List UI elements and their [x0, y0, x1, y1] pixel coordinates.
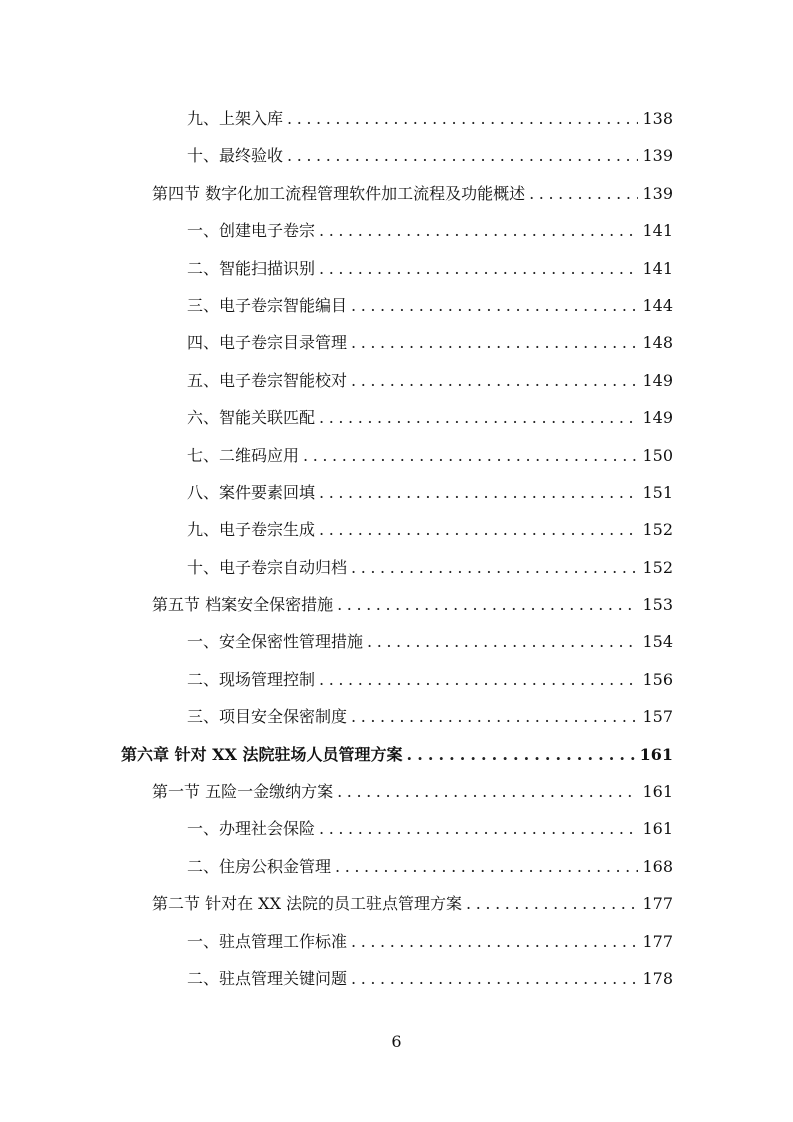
toc-entry-page: 138	[642, 109, 673, 128]
toc-entry-title: 十、最终验收	[187, 137, 287, 174]
dot-leader	[351, 324, 638, 361]
toc-entry-page: 148	[642, 333, 673, 353]
toc-entry-title: 二、住房公积金管理	[187, 848, 335, 885]
toc-entry-title: 二、驻点管理关键问题	[187, 960, 351, 997]
toc-item-entry[interactable]	[0, 324, 673, 361]
dot-leader	[319, 810, 638, 847]
toc-entry-page: 144	[642, 295, 673, 315]
toc-item-entry[interactable]	[0, 399, 673, 436]
toc-item-entry[interactable]	[0, 810, 673, 847]
dot-leader	[407, 736, 636, 773]
toc-entry-page: 139	[642, 146, 673, 166]
toc-item-entry[interactable]	[0, 362, 673, 399]
dot-leader	[367, 623, 638, 660]
dot-leader	[529, 175, 638, 212]
toc-item-entry[interactable]	[0, 960, 673, 997]
toc-entry-title: 三、电子卷宗智能编目	[187, 287, 351, 324]
toc-item-entry[interactable]	[0, 698, 673, 735]
dot-leader	[337, 586, 638, 623]
toc-item-entry[interactable]	[0, 437, 673, 474]
toc-item-entry[interactable]	[0, 549, 673, 586]
toc-entry-title: 九、上架入库	[187, 100, 287, 137]
toc-entry-page: 157	[642, 707, 673, 727]
toc-entry-page: 161	[639, 744, 673, 764]
toc-item-entry[interactable]	[0, 923, 673, 960]
toc-entry-title: 一、安全保密性管理措施	[187, 623, 367, 660]
dot-leader	[351, 960, 638, 997]
toc-entry-title: 八、案件要素回填	[187, 474, 319, 511]
dot-leader	[351, 923, 638, 960]
toc-entry-title: 二、现场管理控制	[187, 661, 319, 698]
toc-item-entry[interactable]	[0, 287, 673, 324]
toc-entry-page: 156	[642, 669, 673, 689]
dot-leader	[337, 773, 638, 810]
toc-entry-page: 154	[642, 632, 673, 652]
toc-entry-title: 三、项目安全保密制度	[187, 698, 351, 735]
toc-item-entry[interactable]	[0, 623, 673, 660]
dot-leader	[351, 549, 638, 586]
toc-chapter-entry[interactable]	[0, 736, 673, 773]
toc-entry-page: 150	[642, 445, 673, 465]
toc-entry-page: 177	[642, 894, 673, 914]
dot-leader	[287, 100, 638, 137]
toc-entry-title: 第一节 五险一金缴纳方案	[152, 773, 337, 810]
dot-leader	[287, 137, 638, 174]
dot-leader	[319, 661, 638, 698]
toc-entry-page: 161	[642, 782, 673, 802]
toc-item-entry[interactable]	[0, 212, 673, 249]
dot-leader	[319, 212, 638, 249]
dot-leader	[319, 250, 638, 287]
toc-entry-page: 149	[642, 370, 673, 390]
toc-entry-page: 152	[642, 520, 673, 540]
dot-leader	[319, 399, 638, 436]
dot-leader	[319, 511, 638, 548]
toc-section-entry[interactable]	[0, 885, 673, 922]
dot-leader	[303, 437, 638, 474]
toc-entry-title: 十、电子卷宗自动归档	[187, 549, 351, 586]
toc-entry-page: 151	[642, 482, 673, 502]
dot-leader	[351, 362, 638, 399]
page-number: 6	[391, 1032, 402, 1051]
table-of-contents	[0, 100, 793, 997]
toc-entry-title: 第五节 档案安全保密措施	[152, 586, 337, 623]
toc-item-entry[interactable]	[0, 137, 673, 174]
toc-section-entry[interactable]	[0, 586, 673, 623]
toc-entry-title: 一、创建电子卷宗	[187, 212, 319, 249]
toc-section-entry[interactable]	[0, 773, 673, 810]
toc-entry-title: 一、办理社会保险	[187, 810, 319, 847]
toc-entry-page: 139	[642, 183, 673, 203]
toc-item-entry[interactable]	[0, 511, 673, 548]
toc-item-entry[interactable]	[0, 661, 673, 698]
toc-item-entry[interactable]	[0, 100, 673, 137]
toc-entry-title: 二、智能扫描识别	[187, 250, 319, 287]
toc-entry-page: 149	[642, 408, 673, 428]
dot-leader	[351, 698, 638, 735]
toc-entry-page: 141	[642, 258, 673, 278]
toc-entry-title: 一、驻点管理工作标准	[187, 923, 351, 960]
toc-item-entry[interactable]	[0, 250, 673, 287]
toc-section-entry[interactable]	[0, 175, 673, 212]
toc-entry-page: 152	[642, 557, 673, 577]
toc-entry-title: 六、智能关联匹配	[187, 399, 319, 436]
toc-entry-title: 七、二维码应用	[187, 437, 303, 474]
toc-entry-title: 第四节 数字化加工流程管理软件加工流程及功能概述	[152, 175, 529, 212]
toc-item-entry[interactable]	[0, 848, 673, 885]
toc-entry-title: 九、电子卷宗生成	[187, 511, 319, 548]
dot-leader	[335, 848, 638, 885]
toc-entry-page: 168	[642, 856, 673, 876]
dot-leader	[351, 287, 638, 324]
toc-entry-page: 177	[642, 931, 673, 951]
toc-item-entry[interactable]	[0, 474, 673, 511]
toc-entry-page: 141	[642, 221, 673, 241]
dot-leader	[319, 474, 638, 511]
toc-entry-page: 178	[642, 968, 673, 988]
toc-entry-title: 五、电子卷宗智能校对	[187, 362, 351, 399]
toc-entry-title: 第六章 针对 XX 法院驻场人员管理方案	[121, 736, 407, 773]
toc-entry-title: 四、电子卷宗目录管理	[187, 324, 351, 361]
dot-leader	[466, 885, 638, 922]
toc-entry-title: 第二节 针对在 XX 法院的员工驻点管理方案	[152, 885, 466, 922]
toc-entry-page: 153	[642, 595, 673, 615]
toc-entry-page: 161	[642, 819, 673, 839]
